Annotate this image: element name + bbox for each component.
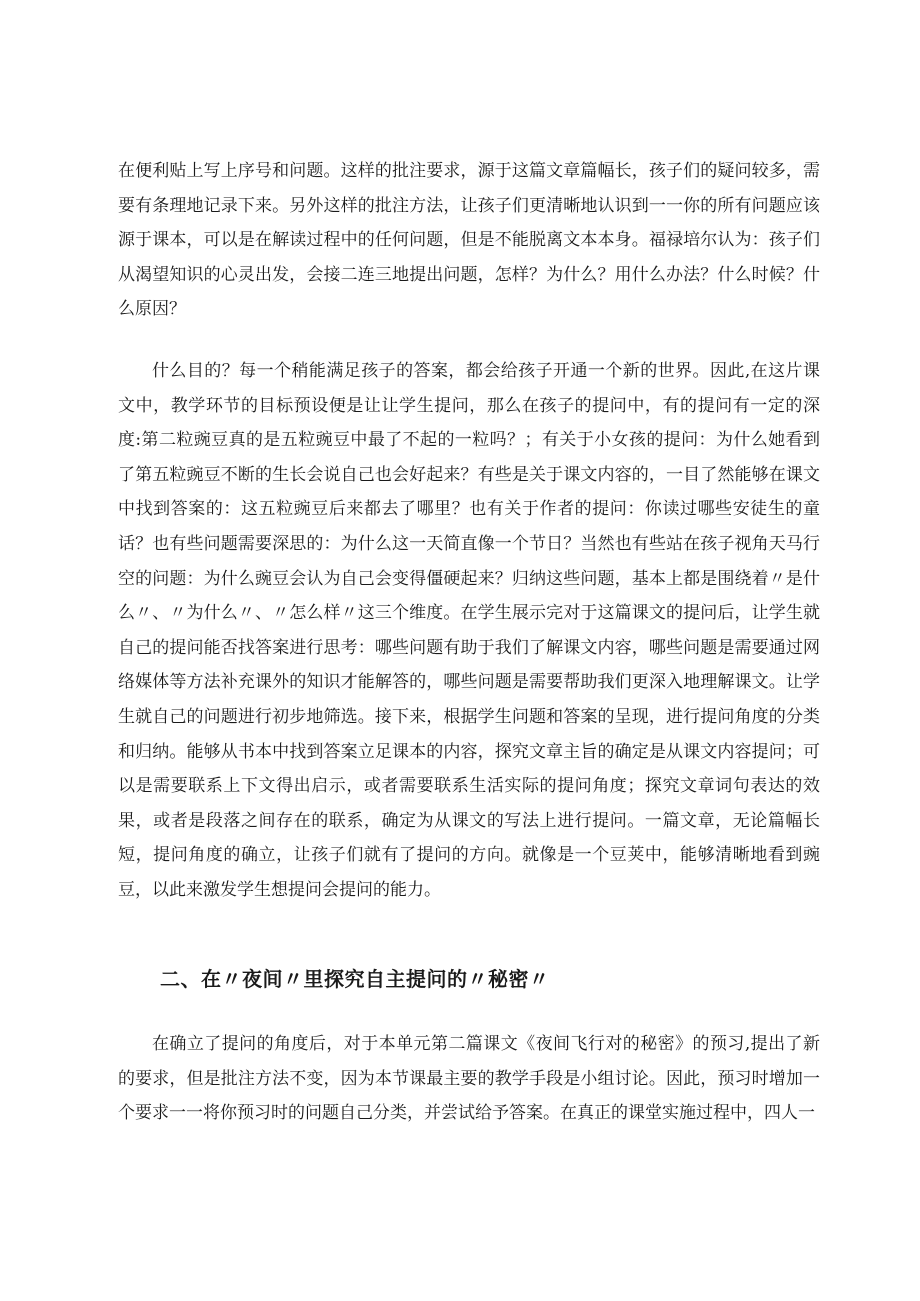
body-paragraph-3: 在确立了提问的角度后，对于本单元第二篇课文《夜间飞行对的秘密》的预习,提出了新的要求，但是批注方法不变，因为本节课最主要的教学手段是小组讨论。因此，预习时增加一个要求一一将你预习时的问题自己分类，并尝试给予答案。在真正的课堂实施过程中，四人一: [118, 1034, 820, 1124]
body-paragraph-2: 什么目的？每一个稍能满足孩子的答案，都会给孩子开通一个新的世界。因此,在这片课文中，教学环节的目标预设便是让让学生提问，那么在孩子的提问中，有的提问有一定的深度:第二粒豌豆真的是五粒豌豆中最了不起的一粒吗？；有关于小女孩的提问：为什么她看到了第五粒豌豆不断的生长会说自己也会好起来？有些是关于课文内容的，一目了然能够在课文中找到答案的：这五粒豌豆后来都去了哪里？也有关于作者的提问：你读过哪些安徒生的童话？也有些问题需要深思的：为什么这一天简直像一个节日？当然也有些站在孩子视角天马行空的问题：为什么豌豆会认为自己会变得僵硬起来？归纳这些问题，基本上都是围绕着〃是什么〃、〃为什么〃、〃怎么样〃这三个维度。在学生展示完对于这篇课文的提问后，让学生就自己的提问能否找答案进行思考：哪些问题有助于我们了解课文内容，哪些问题是需要通过网络媒体等方法补充课外的知识才能解答的，哪些问题是需要帮助我们更深入地理解课文。让学生就自己的问题进行初步地筛选。接下来，根据学生问题和答案的呈现，进行提问角度的分类和归纳。能够从书本中找到答案立足课本的内容，探究文章主旨的确定是从课文内容提问；可以是需要联系上下文得出启示，或者需要联系生活实际的提问角度；探究文章词句表达的效果，或者是段落之间存在的联系，确定为从课文的写法上进行提问。一篇文章，无论篇幅长短，提问角度的确立，让孩子们就有了提问的方向。就像是一个豆荚中，能够清晰地看到豌豆，以此来激发学生想提问会提问的能力。: [118, 361, 820, 900]
section-heading: 二、在〃夜间〃里探究自主提问的〃秘密〃: [160, 967, 550, 991]
body-paragraph-1: 在便利贴上写上序号和问题。这样的批注要求，源于这篇文章篇幅长，孩子们的疑问较多，需要有条理地记录下来。另外这样的批注方法，让孩子们更清晰地认识到一一你的所有问题应该源于课本，可以是在解读过程中的任何问题，但是不能脱离文本本身。福禄培尔认为：孩子们从渴望知识的心灵出发，会接二连三地提出问题，怎样？为什么？用什么办法？什么时候？什么原因？: [118, 161, 820, 320]
